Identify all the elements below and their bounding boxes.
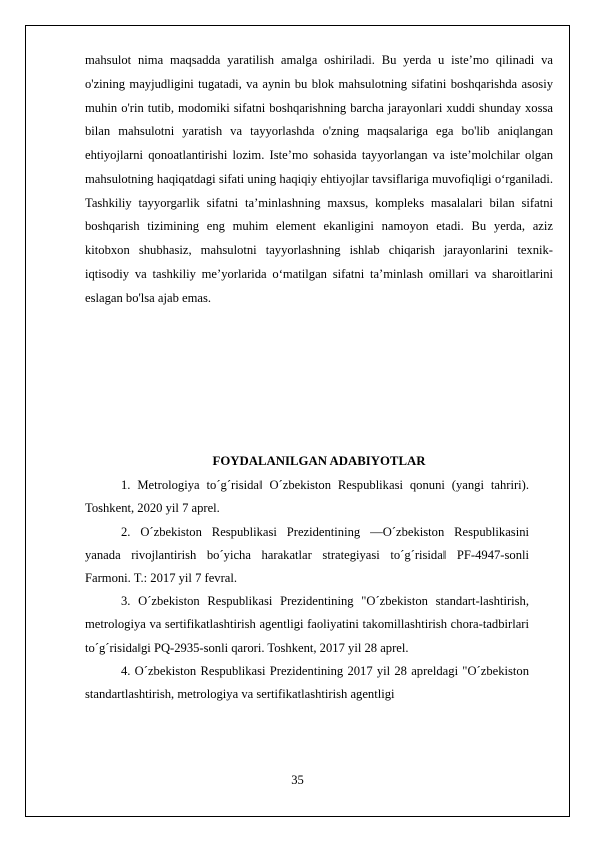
- reference-item: 4. O´zbekiston Respublikasi Prezidentining 2017 yil 28 apreldagi "O´zbekiston standartlashtirish, metrologiya va sertifikatlashtirish agentligi: [85, 663, 529, 702]
- page-content: [85, 49, 553, 706]
- page-number: 35: [291, 773, 304, 787]
- reference-item: 1. Metrologiya to´g´risida‖ O´zbekiston Respublikasi qonuni (yangi tahriri). Toshkent, 2020 yil 7 aprel.: [85, 478, 529, 516]
- body-paragraph: mahsulot nima maqsadda yaratilish amalga oshiriladi. Bu yerda u iste’mo qilinadi va o'zining mayjudligini tugatadi, va aynin bu blok mahsulotning sifatini boshqarishda asosiy muhin o'rin tutib, modomiki sifatni boshqarishning barcha jarayonlari xuddi shunday xossa bilan mahsulotni yaratish va tayyorlashda o'zning maqsalariga ega bo'lib aniqlangan ehtiyojlarni qonoatlantirishi lozim. Iste’mo sohasida tayyorlangan va iste’molchilar olgan mahsulotning haqiqatdagi sifati uning haqiqiy ehtiyojlar tavsiflariga muvofiqligi o‘rganiladi. Tashkiliy tayyorgarlik sifatni ta’minlashning maxsus, kompleks masalalari bilan sifatni boshqarish tizimining eng muhim element ekanligini namoyon etadi. Bu yerda, aziz kitobxon shubhasiz, mahsulotni tayyorlashning ishlab chiqarish jarayonlarini texnik-iqtisodiy va tashkiliy me’yorlarida o‘matilgan sifatni ta’minlash omillari va sharoitlarini eslagan bo'lsa ajab emas.: [85, 53, 553, 305]
- reference-item: 3. O´zbekiston Respublikasi Prezidentining "O´zbekiston standart-lashtirish, metrologiya va sertifikatlashtirish agentligi faoliyatini takomillashtirish chora-tadbirlari to´g´risida‖gi PQ-2935-sonli qarori. Toshkent, 2017 yil 28 aprel.: [85, 594, 529, 655]
- blank-space: [85, 310, 553, 452]
- references-title: FOYDALANILGAN ADABIYOTLAR: [212, 454, 426, 469]
- reference-item: 2. O´zbekiston Respublikasi Prezidentining ―O´zbekiston Respublikasini yanada rivojlantirish bo´yicha harakatlar strategiyasi to´g´risida‖ PF-4947-sonli Farmoni. T.: 2017 yil 7 fevral.: [85, 524, 529, 586]
- references-list: [85, 474, 529, 706]
